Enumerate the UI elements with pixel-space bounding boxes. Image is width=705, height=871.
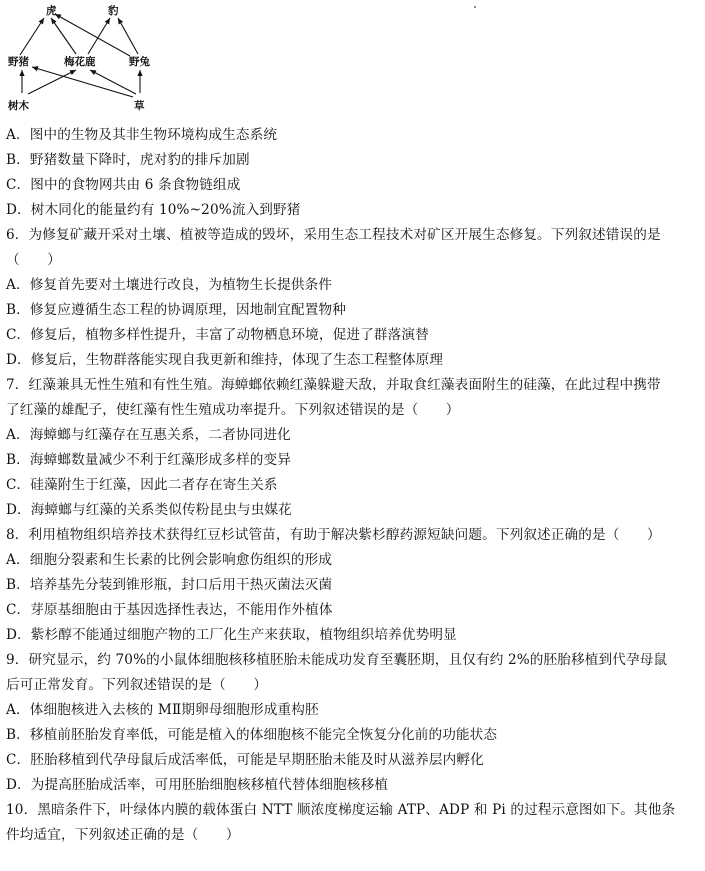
option-9b: B．移植前胚胎发育率低，可能是植入的体细胞核不能完全恢复分化前的功能状态: [6, 727, 498, 743]
food-web-diagram: [6, 0, 156, 118]
option-9a: A．体细胞核进入去核的 MⅡ期卵母细胞形成重构胚: [6, 702, 319, 718]
option-6b: B．修复应遵循生态工程的协调原理，因地制宜配置物种: [6, 302, 346, 318]
question-10-stem-cont: 件均适宜，下列叙述正确的是（ ）: [6, 827, 240, 843]
stray-dot: [474, 6, 476, 8]
arrow-boar-to-tiger: [20, 18, 44, 55]
option-6a: A．修复首先要对土壤进行改良，为植物生长提供条件: [6, 277, 333, 293]
arrow-grass-to-boar: [32, 67, 133, 97]
option-7d: D．海蟑螂与红藻的关系类似传粉昆虫与虫媒花: [6, 502, 292, 518]
question-6-stem: 6．为修复矿藏开采对土壤、植被等造成的毁坏，采用生态工程技术对矿区开展生态修复。下列叙述错误的是: [6, 227, 661, 243]
option-5c: C．图中的食物网共由 6 条食物链组成: [6, 177, 241, 193]
question-9-stem: 9．研究显示，约 70%的小鼠体细胞核移植胚胎未能成功发育至囊胚期，且仅有约 2%的胚胎移植到代孕母鼠: [6, 652, 668, 668]
option-5a: A．图中的生物及其非生物环境构成生态系统: [6, 127, 278, 143]
node-sika-deer: 梅花鹿: [64, 56, 96, 68]
arrow-deer-to-leopard: [88, 18, 110, 54]
node-leopard: 豹: [108, 5, 119, 17]
option-9d: D．为提高胚胎成活率，可用胚胎细胞核移植代替体细胞核移植: [6, 777, 389, 793]
arrow-rabbit-to-leopard: [118, 18, 138, 54]
option-8d: D．紫杉醇不能通过细胞产物的工厂化生产来获取，植物组织培养优势明显: [6, 627, 457, 643]
option-7c: C．硅藻附生于红藻，因此二者存在寄生关系: [6, 477, 278, 493]
question-7-stem-cont: 了红藻的雄配子，使红藻有性生殖成功率提升。下列叙述错误的是（ ）: [6, 402, 460, 418]
option-5d: D．树木同化的能量约有 10%~20%流入到野猪: [6, 202, 301, 218]
option-8c: C．芽原基细胞由于基因选择性表达，不能用作外植体: [6, 602, 333, 618]
option-6d: D．修复后，生物群落能实现自我更新和维持，体现了生态工程整体原理: [6, 352, 444, 368]
question-8-stem: 8．利用植物组织培养技术获得红豆杉试管苗，有助于解决紫杉醇药源短缺问题。下列叙述正确的是（ ）: [6, 527, 661, 543]
node-wild-boar: 野猪: [8, 56, 29, 68]
option-6c: C．修复后，植物多样性提升，丰富了动物栖息环境，促进了群落演替: [6, 327, 429, 343]
option-7b: B．海蟑螂数量减少不利于红藻形成多样的变异: [6, 452, 292, 468]
node-wild-rabbit: 野兔: [129, 56, 150, 68]
option-7a: A．海蟑螂与红藻存在互惠关系，二者协同进化: [6, 427, 291, 443]
option-9c: C．胚胎移植到代孕母鼠后成活率低，可能是早期胚胎未能及时从滋养层内孵化: [6, 752, 484, 768]
option-8b: B．培养基先分装到锥形瓶，封口后用干热灭菌法灭菌: [6, 577, 333, 593]
arrow-grass-to-deer: [90, 70, 136, 94]
arrow-tree-to-deer: [28, 70, 76, 94]
option-8a: A．细胞分裂素和生长素的比例会影响愈伤组织的形成: [6, 552, 333, 568]
question-10-stem: 10．黑暗条件下，叶绿体内膜的载体蛋白 NTT 顺浓度梯度运输 ATP、ADP 和 Pi 的过程示意图如下。其他条: [6, 802, 676, 818]
question-6-blank: （ ）: [6, 252, 61, 268]
question-9-stem-cont: 后可正常发育。下列叙述错误的是（ ）: [6, 677, 268, 693]
node-tiger: 虎: [46, 5, 57, 17]
question-7-stem: 7．红藻兼具无性生殖和有性生殖。海蟑螂依赖红藻躲避天敌，并取食红藻表面附生的硅藻，在此过程中携带: [6, 377, 661, 393]
node-tree: 树木: [8, 100, 29, 112]
option-5b: B．野猪数量下降时，虎对豹的排斥加剧: [6, 152, 250, 168]
node-grass: 草: [134, 100, 145, 112]
